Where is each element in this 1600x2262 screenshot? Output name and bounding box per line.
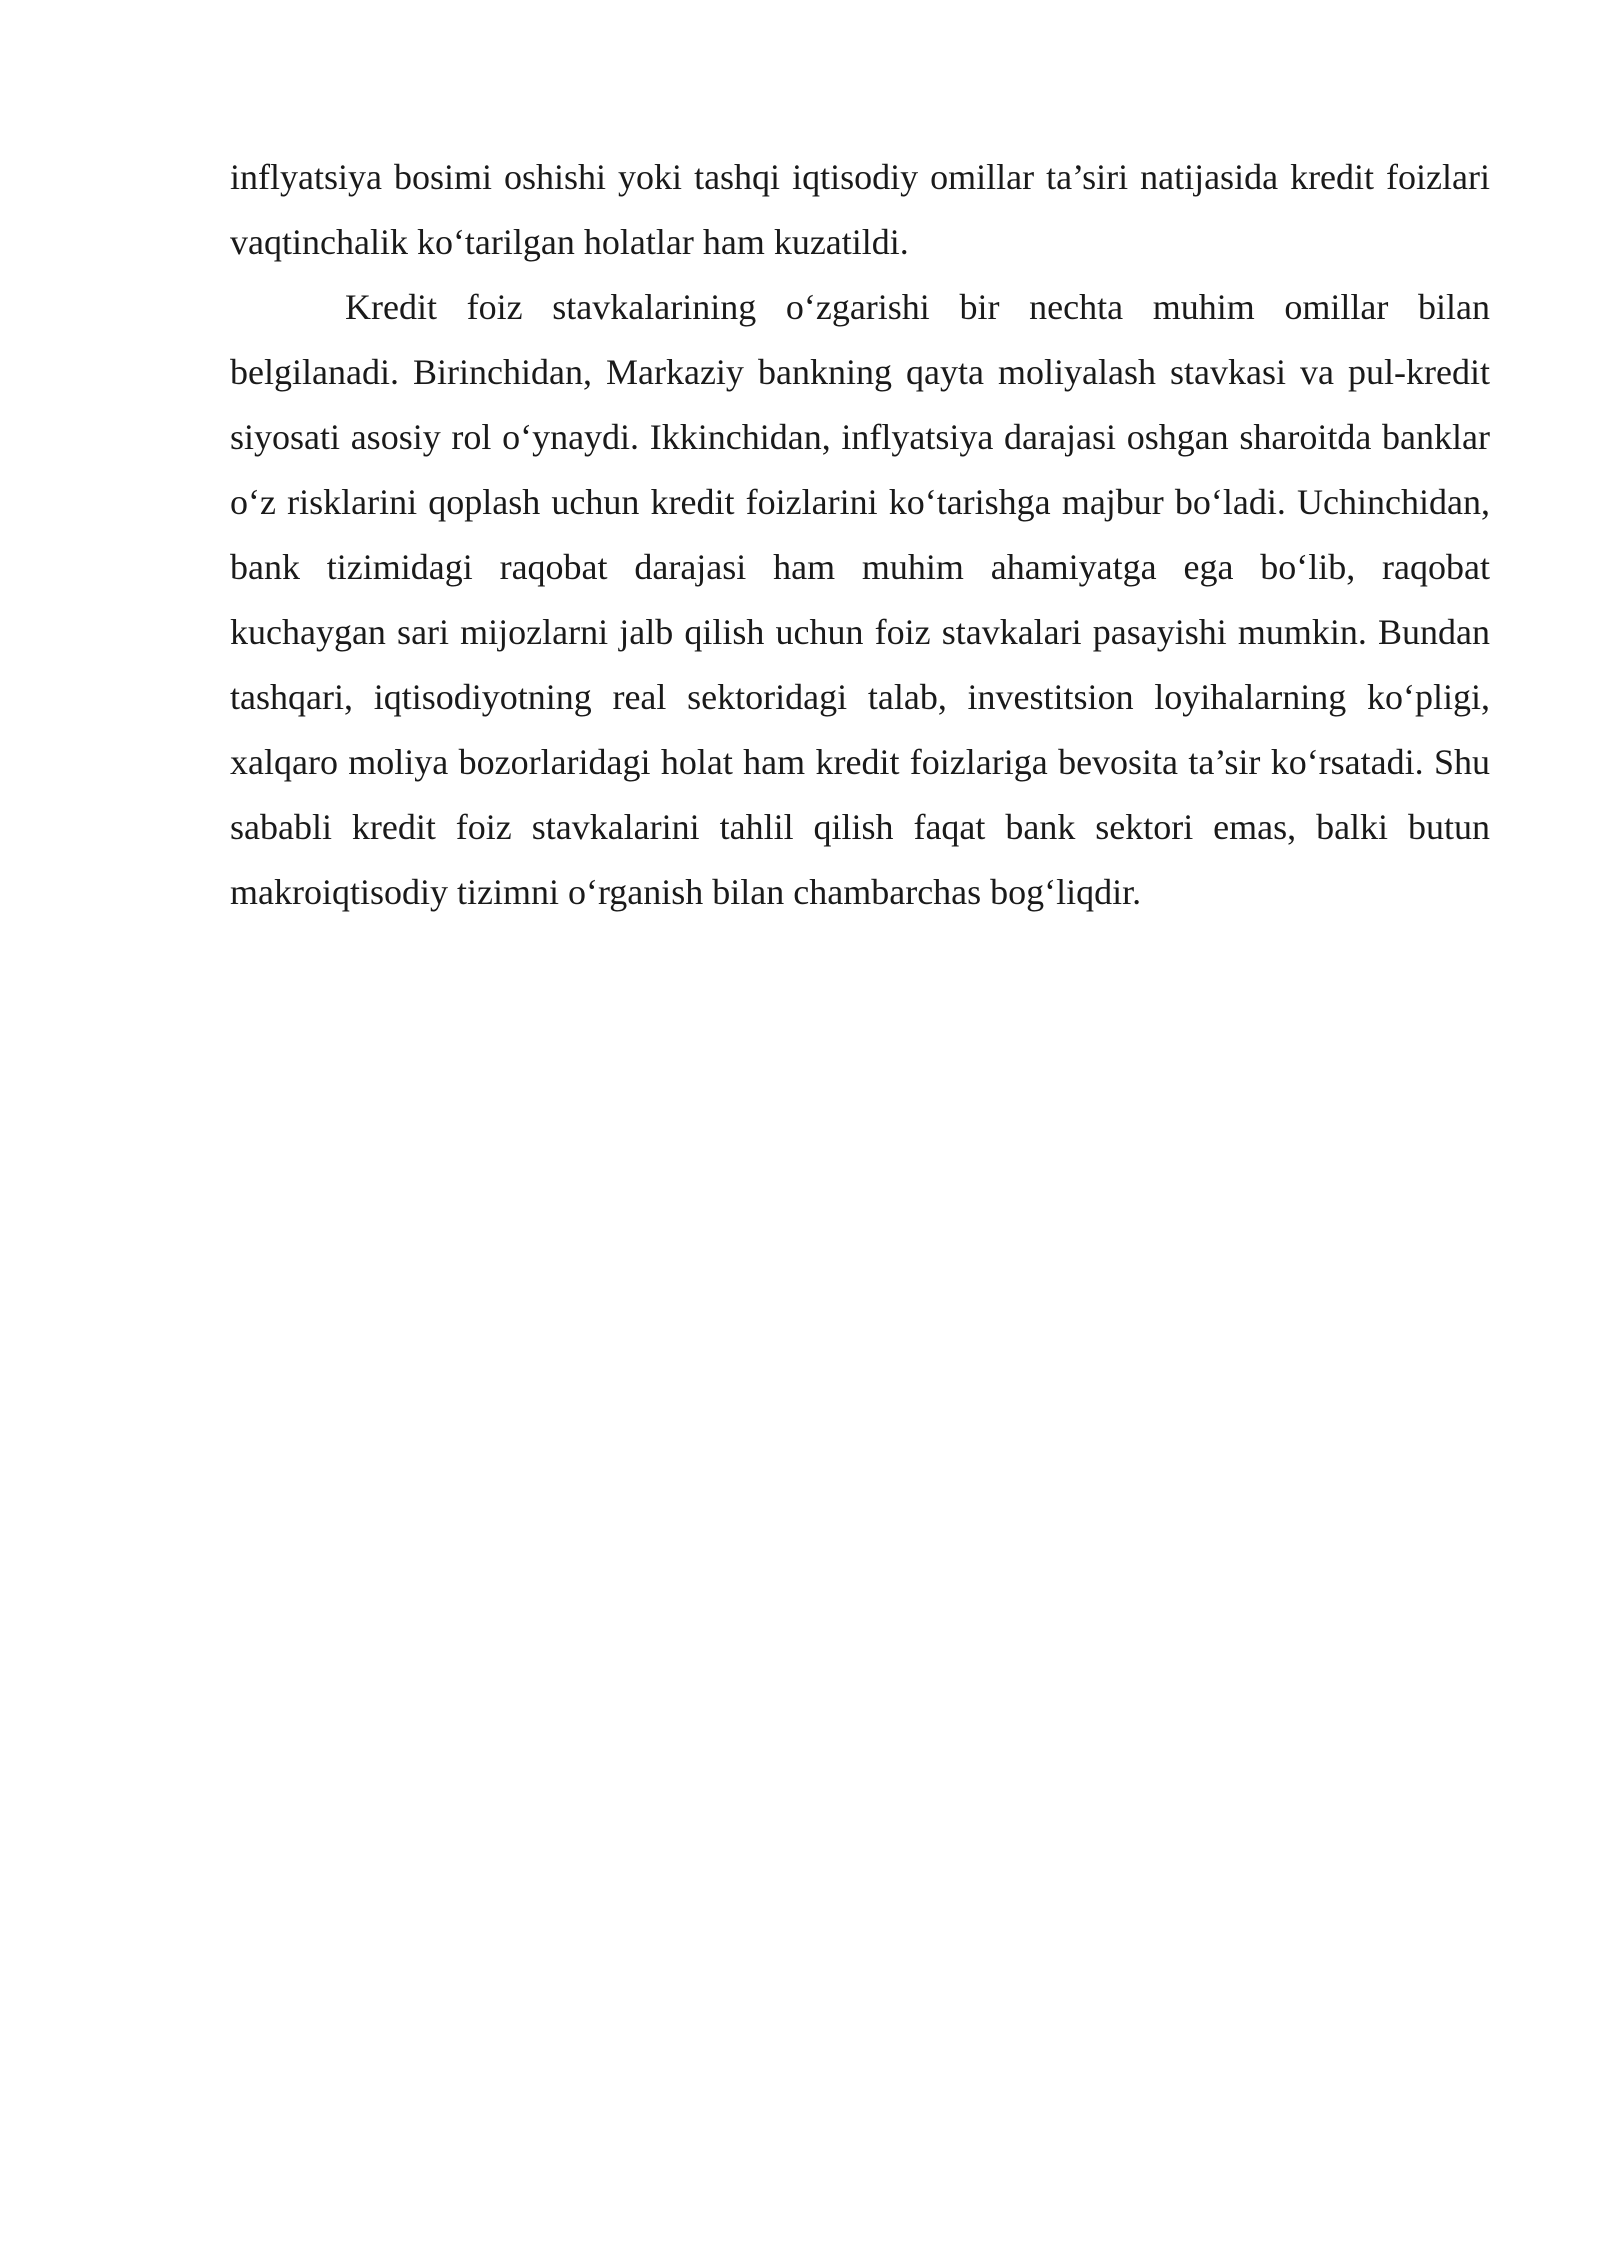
paragraph-factors: Kredit foiz stavkalarining o‘zgarishi bir nechta muhim omillar bilan belgilanadi. Birinchidan, Markaziy bankning qayta moliyalash stavkasi va pul-kredit siyosati asosiy rol o‘ynaydi. Ikkinchidan, inflyatsiya darajasi oshgan sharoitda banklar o‘z risklarini qoplash uchun kredit foizlarini ko‘tarishga majbur bo‘ladi. Uchinchidan, bank tizimidagi raqobat darajasi ham muhim ahamiyatga ega bo‘lib, raqobat kuchaygan sari mijozlarni jalb qilish uchun foiz stavkalari pasayishi mumkin. Bundan tashqari, iqtisodiyotning real sektoridagi talab, investitsion loyihalarning ko‘pligi, xalqaro moliya bozorlaridagi holat ham kredit foizlariga bevosita ta’sir ko‘rsatadi. Shu sababli kredit foiz stavkalarini tahlil qilish faqat bank sektori emas, balki butun makroiqtisodiy tizimni o‘rganish bilan chambarchas bog‘liqdir. <box>230 287 1490 912</box>
body-text <box>230 145 1490 925</box>
paragraph-continuation: inflyatsiya bosimi oshishi yoki tashqi iqtisodiy omillar ta’siri natijasida kredit foizlari vaqtinchalik ko‘tarilgan holatlar ham kuzatildi. <box>230 157 1490 262</box>
